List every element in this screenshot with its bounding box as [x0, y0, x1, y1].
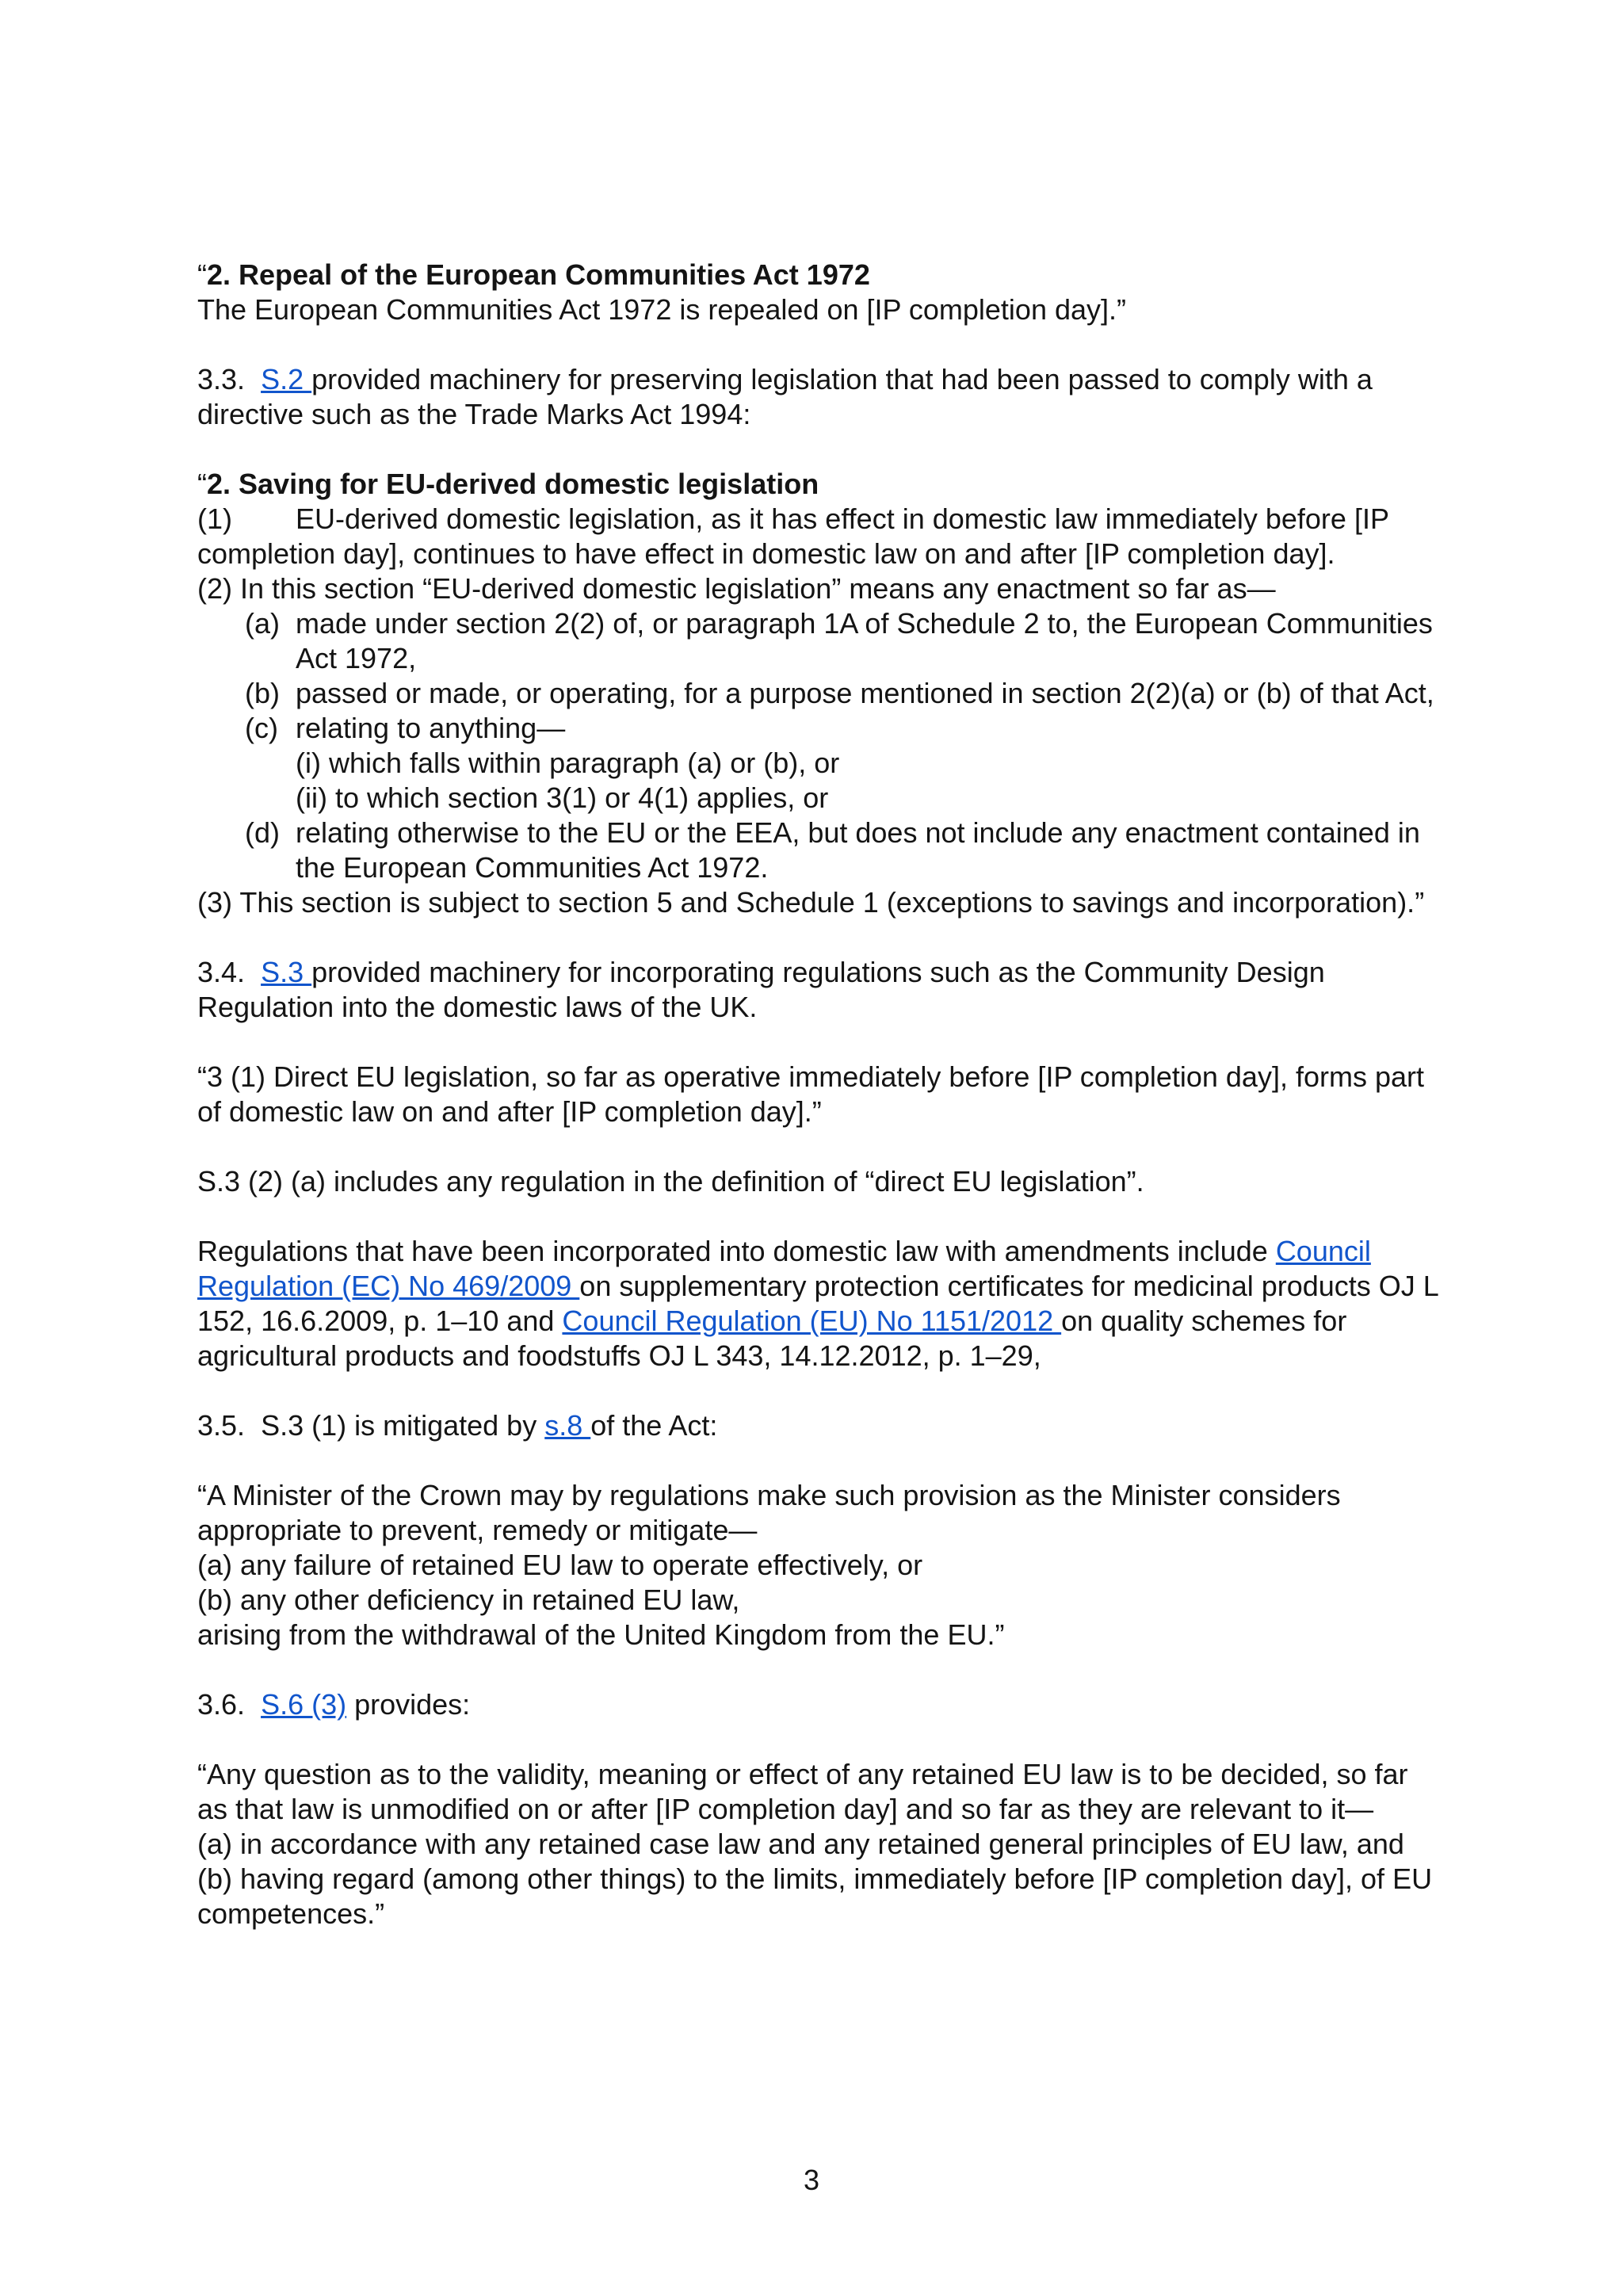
link-s3[interactable]: S.3	[261, 956, 312, 988]
list-item	[197, 816, 1442, 885]
item-text: relating otherwise to the EU or the EEA, but does not include any enactment contained in the European Communities Act 1972.	[296, 816, 1420, 884]
saving-heading	[197, 467, 1442, 502]
sub-item: (ii) to which section 3(1) or 4(1) applies, or	[296, 781, 829, 814]
item-label: (c)	[245, 712, 278, 744]
paragraph-number: 3.3.	[197, 363, 246, 395]
paragraph-text: provided machinery for preserving legislation that had been passed to comply with a directive such as the Trade Marks Act 1994:	[197, 363, 1373, 430]
paragraph-3-6	[197, 1687, 1442, 1722]
quote-mark: “	[197, 258, 207, 291]
ecact-text: The European Communities Act 1972 is repealed on [IP completion day].”	[197, 293, 1127, 326]
saving-sub3: (3) This section is subject to section 5 and Schedule 1 (exceptions to savings and incorporation).”	[197, 886, 1425, 919]
list-item	[197, 676, 1442, 711]
quote-s8-line1: “A Minister of the Crown may by regulations make such provision as the Minister considers appropriate to prevent, remedy or mitigate—	[197, 1479, 1341, 1546]
saving-sub2: (2) In this section “EU-derived domestic legislation” means any enactment so far as—	[197, 572, 1276, 605]
page-body	[197, 258, 1442, 1931]
s3-2-a-text: S.3 (2) (a) includes any regulation in the definition of “direct EU legislation”.	[197, 1165, 1144, 1198]
section-heading: 2. Saving for EU-derived domestic legislation	[207, 468, 819, 500]
paragraph-3-3	[197, 362, 1442, 432]
ecact-heading	[197, 258, 1442, 292]
list-item	[197, 606, 1442, 676]
saving-sub1	[197, 502, 1442, 571]
quote-s8-b: (b) any other deficiency in retained EU law,	[197, 1584, 740, 1616]
paragraph-number: 3.6.	[197, 1688, 246, 1721]
regulations-mid: on supplementary protection certificates for medicinal products OJ L 152, 16.6.2009, p. 1–10 and	[197, 1270, 1438, 1337]
link-s8[interactable]: s.8	[544, 1409, 591, 1442]
link-regulation-469-2009[interactable]: Council Regulation (EC) No 469/2009	[197, 1235, 1371, 1302]
page-number: 3	[803, 2164, 820, 2196]
item-label: (d)	[245, 816, 280, 849]
link-s2[interactable]: S.2	[261, 363, 312, 395]
regulations-paragraph	[197, 1234, 1442, 1373]
quote-s8-a: (a) any failure of retained EU law to operate effectively, or	[197, 1549, 923, 1581]
paragraph-text: provided machinery for incorporating regulations such as the Community Design Regulation into the domestic laws of the UK.	[197, 956, 1325, 1023]
item-label: (a)	[245, 607, 280, 640]
paragraph-text: provides:	[346, 1688, 471, 1721]
quote-s6-b: (b) having regard (among other things) to the limits, immediately before [IP completion day], of EU competences.”	[197, 1862, 1433, 1930]
quote-s8-end: arising from the withdrawal of the United Kingdom from the EU.”	[197, 1618, 1005, 1651]
section-heading: 2. Repeal of the European Communities Act 1972	[207, 258, 870, 291]
paragraph-number: 3.4.	[197, 956, 246, 988]
sub-item: (i) which falls within paragraph (a) or (b), or	[296, 747, 840, 779]
subsection-text: EU-derived domestic legislation, as it has effect in domestic law immediately before [IP completion day], continues to have effect in domestic law on and after [IP completion day].	[197, 502, 1389, 570]
paragraph-text-end: of the Act:	[590, 1409, 718, 1442]
paragraph-3-5	[197, 1408, 1442, 1443]
quote-section-3-1: “3 (1) Direct EU legislation, so far as operative immediately before [IP completion day], forms part of domestic law on and after [IP completion day].”	[197, 1060, 1424, 1128]
paragraph-number: 3.5.	[197, 1409, 246, 1442]
list-item	[197, 711, 1442, 746]
quote-s6-a: (a) in accordance with any retained case law and any retained general principles of EU law, and	[197, 1828, 1404, 1860]
regulations-intro: Regulations that have been incorporated into domestic law with amendments include	[197, 1235, 1268, 1267]
link-regulation-1151-2012[interactable]: Council Regulation (EU) No 1151/2012	[562, 1305, 1062, 1337]
quote-s6-line1: “Any question as to the validity, meaning or effect of any retained EU law is to be decided, so far as that law is unmodified on or after [IP completion day] and so far as they are relevant to it—	[197, 1758, 1408, 1825]
paragraph-text: S.3 (1) is mitigated by	[261, 1409, 537, 1442]
item-text: made under section 2(2) of, or paragraph 1A of Schedule 2 to, the European Communities Act 1972,	[296, 607, 1433, 674]
item-text: passed or made, or operating, for a purpose mentioned in section 2(2)(a) or (b) of that Act,	[296, 677, 1434, 709]
link-s6-3[interactable]: S.6 (3)	[261, 1688, 347, 1721]
item-label: (b)	[245, 677, 280, 709]
quote-mark: “	[197, 468, 207, 500]
subsection-label: (1)	[197, 502, 232, 535]
paragraph-3-4	[197, 955, 1442, 1025]
item-text: relating to anything—	[296, 712, 566, 744]
regulations-end: on quality schemes for agricultural products and foodstuffs OJ L 343, 14.12.2012, p. 1–29,	[197, 1305, 1347, 1372]
